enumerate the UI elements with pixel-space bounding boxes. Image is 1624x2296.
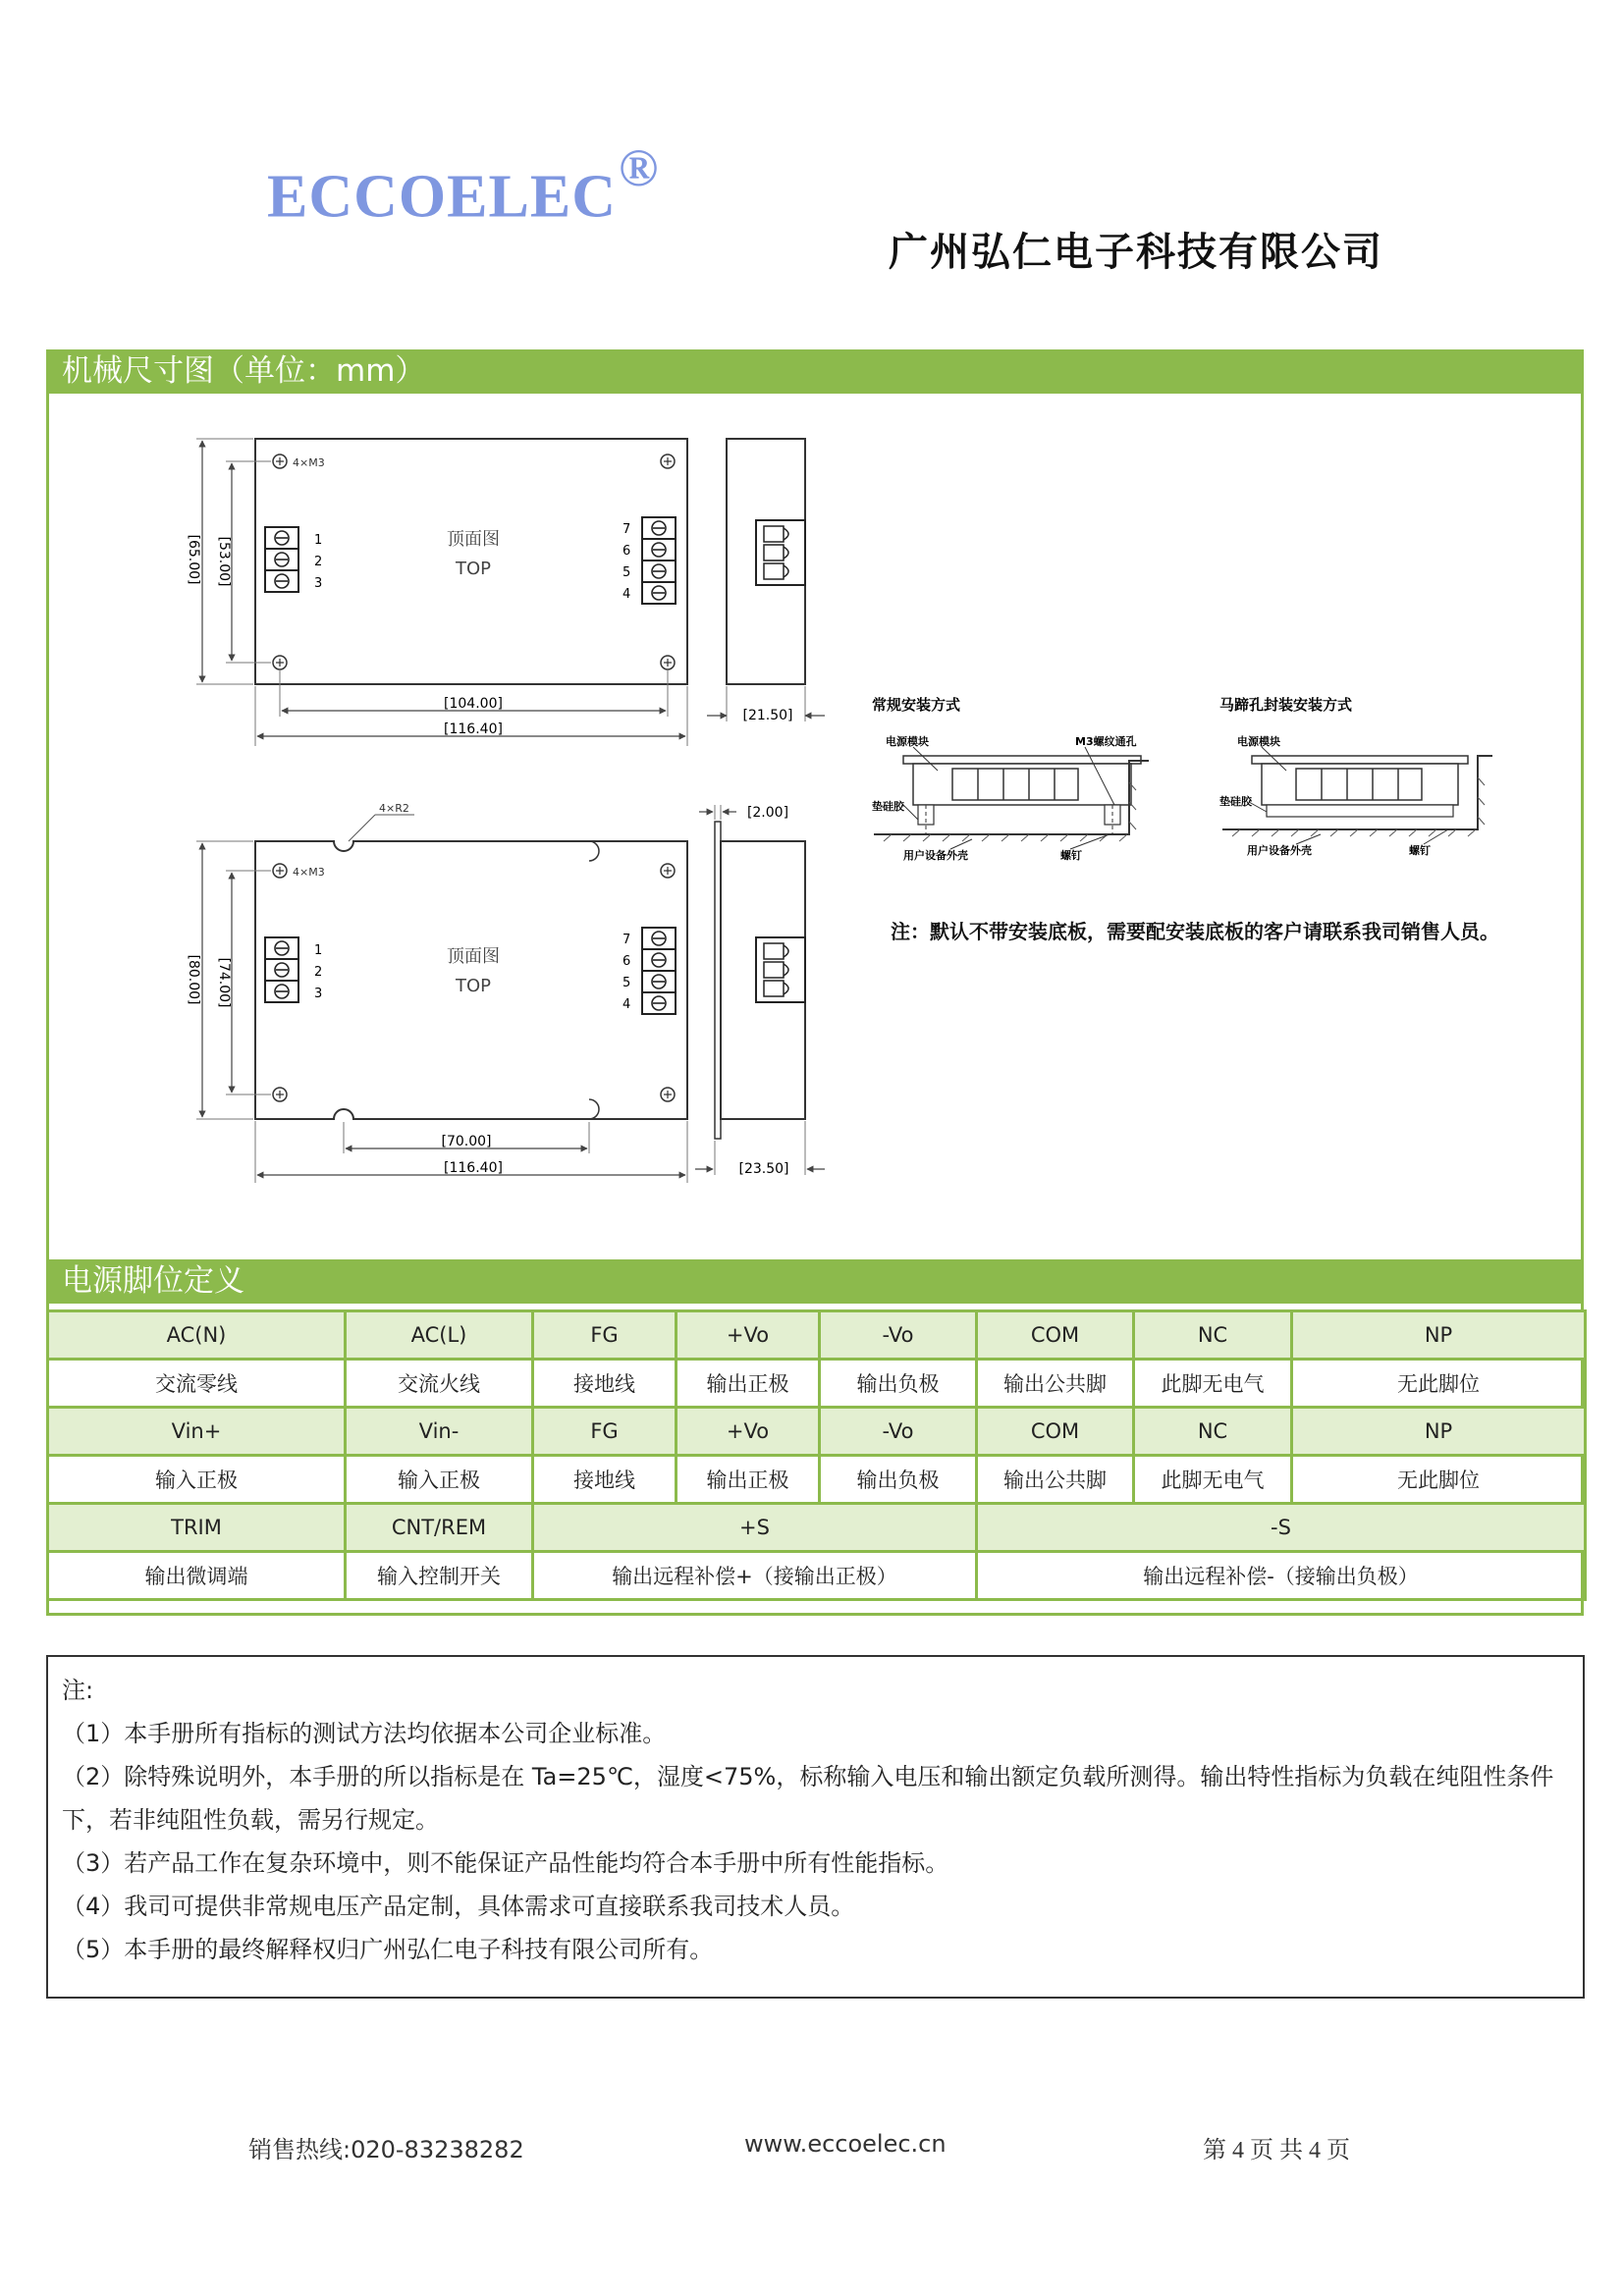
pin-label: 6 [623, 954, 631, 969]
pad-label: 垫硅胶 [1219, 795, 1252, 808]
table-cell: NP [1292, 1408, 1586, 1456]
pad-label: 垫硅胶 [872, 800, 904, 813]
pins-section-title: 电源脚位定义 [46, 1259, 1584, 1304]
pin-label: 4 [623, 587, 631, 602]
top-view-2 [186, 802, 687, 1183]
dim-depth: [21.50] [742, 708, 793, 723]
table-cell: -Vo [820, 1311, 977, 1360]
table-cell: +Vo [677, 1408, 820, 1456]
mechanical-drawing [157, 417, 1581, 1193]
screw-label: 螺钉 [1409, 844, 1431, 857]
company-logo [267, 138, 660, 233]
dim-depth: [23.50] [738, 1161, 789, 1177]
note-item: （1）本手册所有指标的测试方法均依据本公司企业标准。 [62, 1720, 667, 1747]
table-cell: CNT/REM [346, 1504, 533, 1552]
table-cell: NC [1134, 1408, 1292, 1456]
pin-label: 2 [314, 555, 323, 569]
table-row [48, 1456, 1586, 1504]
note-item: （5）本手册的最终解释权归广州弘仁电子科技有限公司所有。 [62, 1936, 714, 1963]
install-note: 注：默认不带安装底板，需要配安装底板的客户请联系我司销售人员。 [891, 920, 1499, 943]
mech-section-title: 机械尺寸图（单位：mm） [46, 349, 1584, 394]
top-view-1 [186, 439, 687, 746]
dim-flange: [2.00] [746, 805, 789, 821]
notes-box [46, 1655, 1585, 1999]
table-cell: Vin- [346, 1408, 533, 1456]
sales-hotline: 销售热线:020-83238282 [248, 2136, 524, 2163]
table-cell: COM [977, 1408, 1134, 1456]
top-view-label-en: TOP [455, 559, 492, 579]
side-view-1 [707, 439, 825, 723]
dim-height: [65.00] [186, 534, 201, 585]
pin-label: 1 [314, 533, 323, 548]
website-link[interactable]: www.eccoelec.cn [744, 2130, 947, 2158]
table-cell: 输出远程补偿+（接输出正极） [533, 1552, 977, 1600]
dim-hole-height: [53.00] [216, 536, 232, 587]
pin-label: 2 [314, 965, 323, 980]
install-slot-diagram [1219, 696, 1492, 857]
table-cell: 输出正极 [677, 1456, 820, 1504]
pin-label: 3 [314, 987, 323, 1001]
table-cell: 输出正极 [677, 1360, 820, 1408]
left-terminal-block [265, 937, 322, 1002]
company-name: 广州弘仁电子科技有限公司 [889, 230, 1383, 275]
screw-label: 螺钉 [1060, 849, 1082, 862]
table-row [48, 1504, 1586, 1552]
pin-label: 7 [623, 933, 631, 947]
dim-hole-width: [104.00] [444, 696, 503, 712]
table-row [48, 1552, 1586, 1600]
module-label: 电源模块 [886, 735, 929, 748]
case-label: 用户设备外壳 [1247, 844, 1312, 857]
table-cell: 输出微调端 [48, 1552, 346, 1600]
table-cell: TRIM [48, 1504, 346, 1552]
table-cell: 接地线 [533, 1360, 677, 1408]
table-cell: 无此脚位 [1292, 1456, 1586, 1504]
table-cell: 输入正极 [48, 1456, 346, 1504]
table-cell: 交流零线 [48, 1360, 346, 1408]
table-cell: NC [1134, 1311, 1292, 1360]
top-view-label: 顶面图 [447, 946, 500, 967]
pin-label: 5 [623, 565, 631, 580]
top-view-label-en: TOP [455, 976, 492, 996]
table-cell: 输出负极 [820, 1360, 977, 1408]
holes-label: 4×M3 [293, 456, 325, 469]
radius-label: 4×R2 [379, 802, 409, 815]
table-cell: 输入控制开关 [346, 1552, 533, 1600]
table-cell: 输出远程补偿-（接输出负极） [977, 1552, 1586, 1600]
pin-label: 6 [623, 544, 631, 559]
pin-definition-table [46, 1309, 1587, 1601]
dim-width: [116.40] [444, 1160, 503, 1176]
table-cell: Vin+ [48, 1408, 346, 1456]
pin-label: 4 [623, 997, 631, 1012]
pin-label: 7 [623, 522, 631, 537]
install-normal-diagram [872, 696, 1149, 862]
table-cell: NP [1292, 1311, 1586, 1360]
table-cell: 无此脚位 [1292, 1360, 1586, 1408]
dim-height: [80.00] [186, 954, 201, 1005]
table-cell: 输入正极 [346, 1456, 533, 1504]
note-item: （2）除特殊说明外，本手册的所以指标是在 Ta=25℃，湿度<75%，标称输入电压和输出额定负载所测得。输出特性指标为负载在纯阻性条件下，若非纯阻性负载，需另行规定。 [62, 1763, 1554, 1834]
note-item: （4）我司可提供非常规电压产品定制，具体需求可直接联系我司技术人员。 [62, 1893, 855, 1920]
table-cell: 输出公共脚 [977, 1360, 1134, 1408]
dim-width: [116.40] [444, 721, 503, 737]
table-row [48, 1311, 1586, 1360]
install-normal-title: 常规安装方式 [872, 696, 961, 714]
dim-slot-width: [70.00] [441, 1134, 492, 1149]
side-view-2 [695, 805, 825, 1177]
case-label: 用户设备外壳 [903, 849, 968, 862]
pin-label: 5 [623, 976, 631, 990]
table-cell: 输出公共脚 [977, 1456, 1134, 1504]
table-cell: -Vo [820, 1408, 977, 1456]
table-cell: 交流火线 [346, 1360, 533, 1408]
module-label: 电源模块 [1237, 735, 1280, 748]
page-number: 第 4 页 共 4 页 [1203, 2138, 1350, 2163]
note-item: （3）若产品工作在复杂环境中，则不能保证产品性能均符合本手册中所有性能指标。 [62, 1849, 949, 1877]
table-row [48, 1408, 1586, 1456]
notes-title: 注: [62, 1677, 94, 1704]
registered-mark: ® [618, 138, 660, 197]
pin-label: 3 [314, 576, 323, 591]
table-cell: COM [977, 1311, 1134, 1360]
table-cell: AC(N) [48, 1311, 346, 1360]
table-row [48, 1360, 1586, 1408]
top-view-label: 顶面图 [447, 529, 500, 550]
table-cell: FG [533, 1311, 677, 1360]
pin-label: 1 [314, 943, 323, 958]
table-cell: +Vo [677, 1311, 820, 1360]
holes-label: 4×M3 [293, 866, 325, 879]
table-cell: FG [533, 1408, 677, 1456]
table-cell: AC(L) [346, 1311, 533, 1360]
screw-hole-label: M3螺纹通孔 [1075, 735, 1137, 748]
left-terminal-block [265, 527, 322, 592]
install-slot-title: 马蹄孔封装安装方式 [1219, 696, 1353, 714]
table-cell: +S [533, 1504, 977, 1552]
table-cell: -S [977, 1504, 1586, 1552]
table-cell: 此脚无电气 [1134, 1456, 1292, 1504]
dim-hole-height: [74.00] [216, 957, 232, 1008]
table-cell: 此脚无电气 [1134, 1360, 1292, 1408]
table-cell: 接地线 [533, 1456, 677, 1504]
logo-text: ECCOELEC [267, 163, 617, 231]
table-cell: 输出负极 [820, 1456, 977, 1504]
